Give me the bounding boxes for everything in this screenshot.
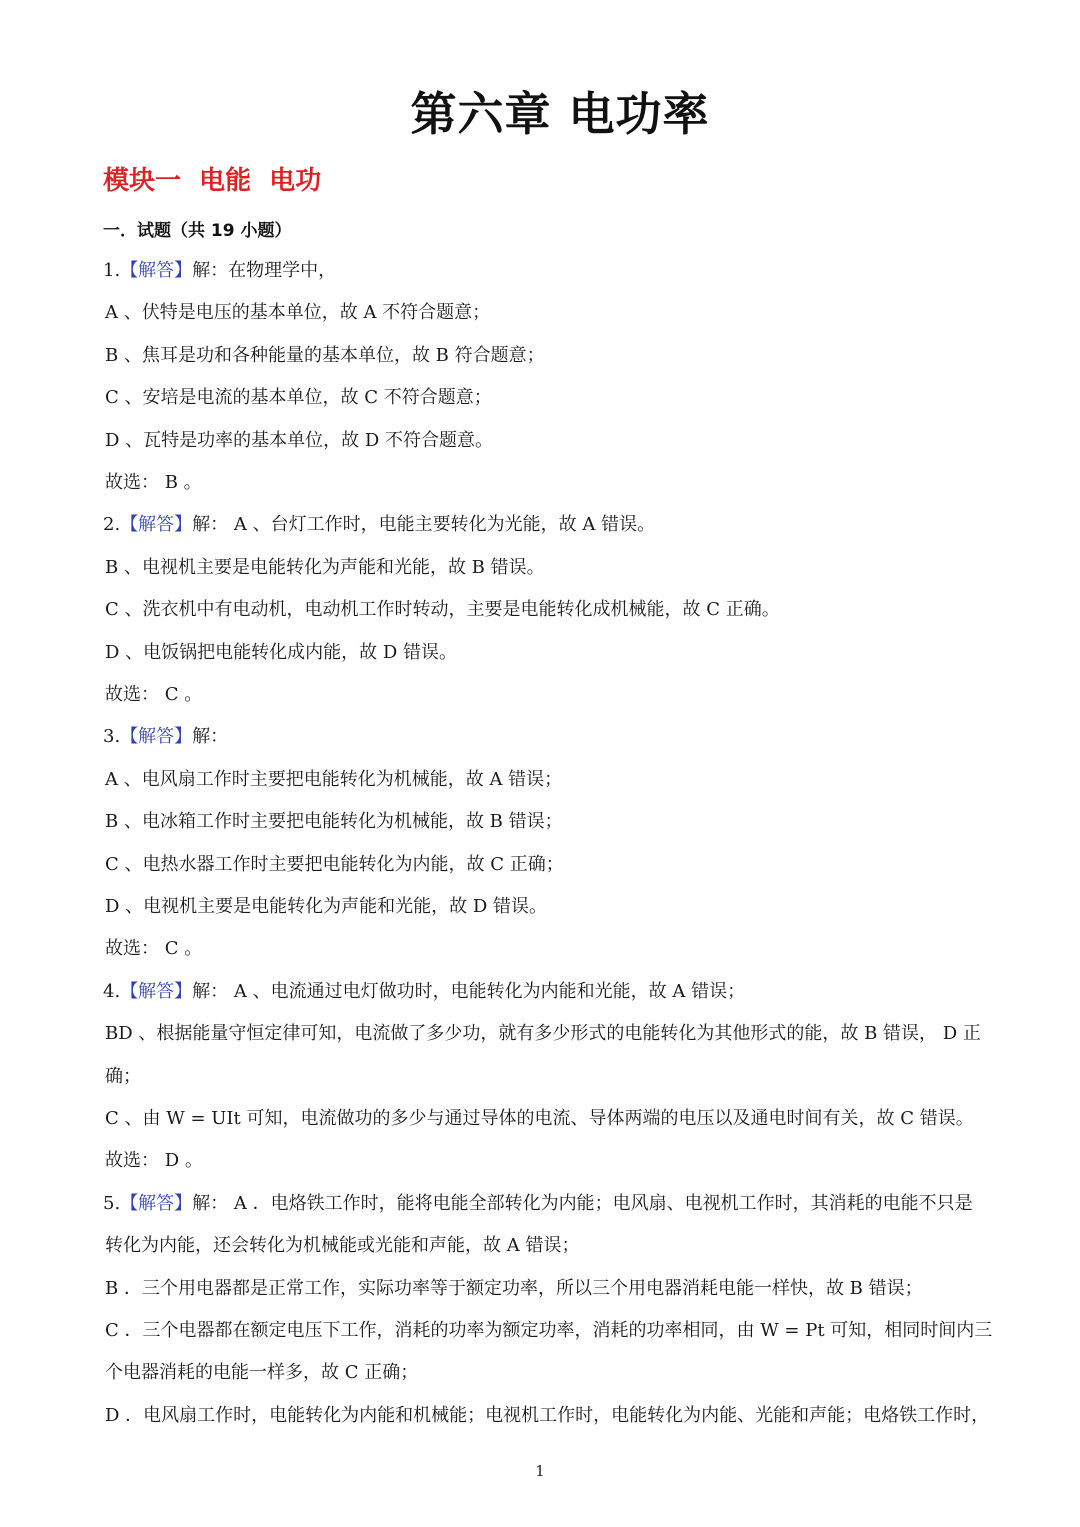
question-number: 4. <box>103 980 121 1002</box>
question-number: 3. <box>103 726 121 748</box>
answer-line <box>105 1022 1020 1046</box>
question-number: 5. <box>103 1192 121 1214</box>
line-text: 转化为内能，还会转化为机械能或光能和声能，故 A 错误； <box>105 1235 580 1257</box>
answer-line <box>105 937 1020 961</box>
answer-line <box>105 1361 1020 1385</box>
question-answer-line <box>103 980 1018 1004</box>
chapter-title: 第六章 电功率 <box>410 87 710 141</box>
line-text: D ．电风扇工作时，电能转化为内能和机械能；电视机工作时，电能转化为内能、光能和声能；电烙铁工作时， <box>105 1404 990 1426</box>
line-text: B 、电视机主要是电能转化为声能和光能，故 B 错误。 <box>105 556 545 578</box>
line-text: 故选： D 。 <box>105 1150 203 1172</box>
answer-tag: 【解答】 <box>120 726 193 748</box>
line-text: 解：在物理学中， <box>192 260 337 281</box>
answer-line <box>105 1107 1020 1131</box>
line-text: 个电器消耗的电能一样多，故 C 正确； <box>105 1362 419 1384</box>
line-text: B 、电冰箱工作时主要把电能转化为机械能，故 B 错误； <box>105 811 563 833</box>
answer-tag: 【解答】 <box>120 260 193 281</box>
question-answer-line <box>103 1192 1018 1216</box>
line-text: BD 、根据能量守恒定律可知，电流做了多少功，就有多少形式的电能转化为其他形式的能，故 B 错误， D 正 <box>105 1023 981 1045</box>
line-text: A 、伏特是电压的基本单位，故 A 不符合题意； <box>105 302 491 324</box>
section-heading: 一．试题（共 19 小题） <box>103 221 292 241</box>
answer-line <box>105 1065 1020 1089</box>
answer-line <box>105 853 1020 877</box>
answer-line <box>105 556 1020 580</box>
answer-line <box>105 1404 1020 1428</box>
line-text: C 、由 W = UIt 可知，电流做功的多少与通过导体的电流、导体两端的电压以及通电时间有关，故 C 错误。 <box>105 1108 974 1129</box>
line-text: 故选： B 。 <box>105 472 202 493</box>
question-number: 2. <box>103 514 121 536</box>
answer-line <box>105 344 1020 368</box>
answer-line <box>105 895 1020 919</box>
answer-line <box>105 386 1020 410</box>
line-text: B ．三个用电器都是正常工作，实际功率等于额定功率，所以三个用电器消耗电能一样快，故 B 错误； <box>105 1277 923 1299</box>
answer-line <box>105 768 1020 792</box>
answer-line <box>105 1319 1020 1343</box>
question-answer-line <box>103 513 1018 537</box>
line-text: D 、瓦特是功率的基本单位，故 D 不符合题意。 <box>105 429 494 451</box>
line-text: C 、安培是电流的基本单位，故 C 不符合题意； <box>105 387 492 409</box>
answer-tag: 【解答】 <box>120 1192 193 1214</box>
answer-line <box>105 301 1020 325</box>
line-text: B 、焦耳是功和各种能量的基本单位，故 B 符合题意； <box>105 344 545 366</box>
question-answer-line <box>103 725 1018 749</box>
question-answer-line <box>103 259 1018 283</box>
answer-line <box>105 429 1020 453</box>
answer-line <box>105 683 1020 707</box>
answer-line <box>105 471 1020 495</box>
answer-line <box>105 598 1020 622</box>
line-text: 故选： C 。 <box>105 684 203 705</box>
page-number: 1 <box>535 1462 545 1480</box>
line-text: 故选： C 。 <box>105 938 203 960</box>
answer-tag: 【解答】 <box>120 980 193 1002</box>
answer-line <box>105 641 1020 665</box>
answer-line <box>105 1234 1020 1258</box>
question-number: 1. <box>103 260 121 281</box>
line-text: 解： A 、台灯工作时，电能主要转化为光能，故 A 错误。 <box>192 514 656 536</box>
line-text: 解： A ．电烙铁工作时，能将电能全部转化为内能；电风扇、电视机工作时，其消耗的电能不只是 <box>192 1192 973 1214</box>
answer-tag: 【解答】 <box>120 514 193 536</box>
line-text: C 、洗衣机中有电动机，电动机工作时转动，主要是电能转化成机械能，故 C 正确。 <box>105 599 780 621</box>
module-title: 模块一 电能 电功 <box>103 166 322 196</box>
line-text: C 、电热水器工作时主要把电能转化为内能，故 C 正确； <box>105 853 564 875</box>
line-text: 确； <box>105 1065 141 1087</box>
answer-line <box>105 1277 1020 1301</box>
line-text: D 、电饭锅把电能转化成内能，故 D 错误。 <box>105 641 458 663</box>
line-text: 解： <box>192 726 229 748</box>
line-text: C ．三个电器都在额定电压下工作，消耗的功率为额定功率，消耗的功率相同，由 W = Pt 可知，相同时间内三 <box>105 1320 993 1341</box>
answer-line <box>105 810 1020 834</box>
line-text: D 、电视机主要是电能转化为声能和光能，故 D 错误。 <box>105 896 548 917</box>
line-text: 解： A 、电流通过电灯做功时，电能转化为内能和光能，故 A 错误； <box>192 980 746 1002</box>
answer-line <box>105 1149 1020 1173</box>
line-text: A 、电风扇工作时主要把电能转化为机械能，故 A 错误； <box>105 768 563 790</box>
